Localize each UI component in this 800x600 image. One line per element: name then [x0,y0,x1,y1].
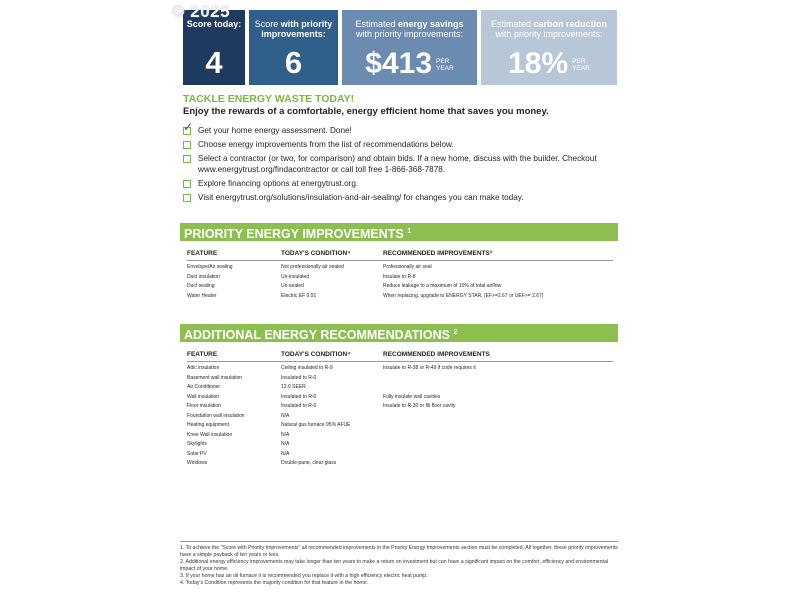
cell-condition: N/A [281,431,290,438]
checkmark-icon: ✓ [183,120,194,134]
column-header-feature: FEATURE [187,351,218,358]
cell-condition: N/A [281,450,290,457]
carbon-reduction-label [481,10,617,39]
footnotes [180,541,618,587]
cell-condition: Un-sealed [281,283,304,289]
table-row [187,364,613,374]
column-header-condition: TODAY'S CONDITION⁴ [281,351,351,358]
cell-condition: Not professionally air sealed [281,264,344,270]
cell-condition: N/A [281,412,290,419]
cell-feature: Envelope/Air sealing [187,264,233,270]
cell-recommended: Insulate to R-30 or fill floor cavity [383,403,456,409]
step-item [183,120,623,136]
cell-recommended: Fully insulate wall cavities [383,393,441,400]
priority-header-band [180,223,618,241]
cell-condition: 13.0 SEER [281,384,306,390]
column-header-recommended: RECOMMENDED IMPROVEMENTS³ [383,250,493,257]
cell-condition: Double-pane, clear glass [281,460,337,466]
step-item [183,139,623,150]
score-priority-label [249,10,338,39]
cell-condition: Electric EF 0.91 [281,292,317,299]
carbon-reduction-unit [572,58,590,72]
steps-checklist [183,120,623,206]
cell-recommended: Insulate to R-38 or R-49 if code requires it [383,365,476,371]
step-text: Select a contractor (or two, for comparison) and obtain bids. If a new home, discuss with the builder. Checkout www.energytrust.org/findacontractor or call toll free 1-866-368-7878. [198,154,597,174]
step-item [183,192,623,203]
cell-feature: Foundation wall insulation [187,412,245,419]
cell-feature: Skylights [187,441,208,447]
step-item [183,153,623,175]
cell-condition: Insulated to R-0 [281,403,317,409]
footnote: 3. If your home has an oil furnace it is recommended you replace it with a high efficiency electric heat pump. [180,573,428,579]
carbon-reduction-box [481,10,617,85]
step-text: Get your home energy assessment. Done! [198,126,352,135]
cell-condition: Ceiling insulated to R-9 [281,365,333,371]
cell-recommended: Reduce leakage to a maximum of 10% of total airflow [383,283,502,289]
table-row [187,421,613,431]
unit-per: PER [572,58,586,66]
table-row [187,412,613,422]
column-header-feature: FEATURE [187,250,218,257]
unit-per: PER [436,58,450,66]
energy-savings-label [342,10,477,39]
tackle-subtitle: Enjoy the rewards of a comfortable, energy efficient home that saves you money. [183,106,549,117]
cell-feature: Water Heater [187,292,217,299]
additional-title: ADDITIONAL ENERGY RECOMMENDATIONS [184,328,450,343]
score-today-value: 4 [205,45,223,80]
energy-savings-label-suffix: with priority improvements: [355,29,464,39]
cell-feature: Heating equipment [187,422,229,428]
cell-feature: Knee Wall insulation [187,431,233,438]
energy-savings-box [342,10,477,85]
cell-feature: Wall insulation [187,393,220,400]
additional-header-band [180,324,618,342]
additional-footnote-ref: 2 [453,329,458,336]
table-row [187,393,613,403]
energy-savings-label-prefix: Estimated [355,19,396,29]
cell-feature: Duct sealing [187,283,215,289]
cell-feature: Floor insulation [187,403,221,409]
cell-recommended: Insulate to R-8 [383,273,416,280]
priority-title: PRIORITY ENERGY IMPROVEMENTS [184,227,404,242]
cell-feature: Windows [187,460,208,466]
energy-savings-figure [342,47,477,81]
cell-condition: Natural gas furnace 95% AFUE [281,422,351,428]
score-priority-label-prefix: Score [254,19,279,29]
unit-year: YEAR [572,65,590,73]
table-row [187,450,613,460]
table-row [187,402,613,412]
cell-feature: Solar PV [187,450,207,457]
priority-table-header [187,250,613,261]
cell-condition: Insulated to R-0 [281,374,317,381]
energy-savings-label-bold: energy savings [398,19,464,29]
table-row [187,374,613,384]
checkbox-icon [183,141,191,149]
column-header-condition: TODAY'S CONDITION⁴ [281,250,351,257]
cell-condition: Insulated to R-0 [281,393,317,400]
table-row [187,431,613,441]
cell-condition: N/A [281,441,290,447]
footnote: 2. Additional energy efficiency improvements may take longer than ten years to make a return on investment but can have a significant impact on the comfort, efficiency and environmental impact of your home. [180,559,609,572]
table-row [187,459,613,469]
priority-footnote-ref: 1 [407,228,412,235]
cell-feature: Duct insulation [187,273,220,280]
column-header-recommended: RECOMMENDED IMPROVEMENTS [383,351,490,358]
carbon-reduction-value: 18% [508,47,569,80]
energy-savings-unit [436,58,454,72]
score-priority-box [249,10,338,85]
carbon-reduction-label-prefix: Estimated [490,19,531,29]
energy-savings-value: $413 [365,47,433,80]
table-row [187,383,613,393]
carbon-reduction-label-suffix: with priority improvements: [495,29,603,39]
table-row [187,263,613,273]
unit-year: YEAR [436,65,454,73]
footnote: 1. To achieve the "Score with Priority Improvements" all recommended improvements in the Priority Energy Improvements section must be completed. All together, these priority improvements have a simple payback of ten years or less. [180,545,618,558]
table-row [187,273,613,283]
score-today-label: Score today: [186,19,242,29]
cell-condition: Un-insulated [281,273,310,280]
cell-feature: Air Conditioner [187,384,221,390]
cell-feature: Attic insulation [187,365,220,371]
table-row [187,440,613,450]
tackle-title: TACKLE ENERGY WASTE TODAY! [183,93,355,105]
checkbox-icon [183,194,191,202]
score-priority-label-bold: with priority improvements: [261,19,333,39]
cell-recommended: Professionally air seal [383,264,432,270]
footnote: 4. Today's Condition represents the majority condition for that feature in the home. [180,580,369,586]
cell-recommended: When replacing, upgrade to ENERGY STAR, (EF>=2.67 or UEF>= 2.67) [383,292,544,299]
checkbox-icon [183,155,191,163]
cell-feature: Basement wall insulation [187,374,243,381]
step-text: Explore financing options at energytrust.org. [198,179,359,188]
step-text: Visit energytrust.org/solutions/insulation-and-air-sealing/ for changes you can make today. [198,193,524,202]
step-item [183,178,623,189]
copyright-watermark: © 2025 [172,2,231,21]
carbon-reduction-label-bold: carbon reduction [533,19,608,29]
carbon-reduction-figure [481,47,617,81]
checkbox-icon [183,180,191,188]
additional-table-header [187,351,613,362]
score-priority-value: 6 [284,45,303,80]
table-row [187,282,613,292]
table-row [187,292,613,302]
step-text: Choose energy improvements from the list of recommendations below. [198,140,454,149]
